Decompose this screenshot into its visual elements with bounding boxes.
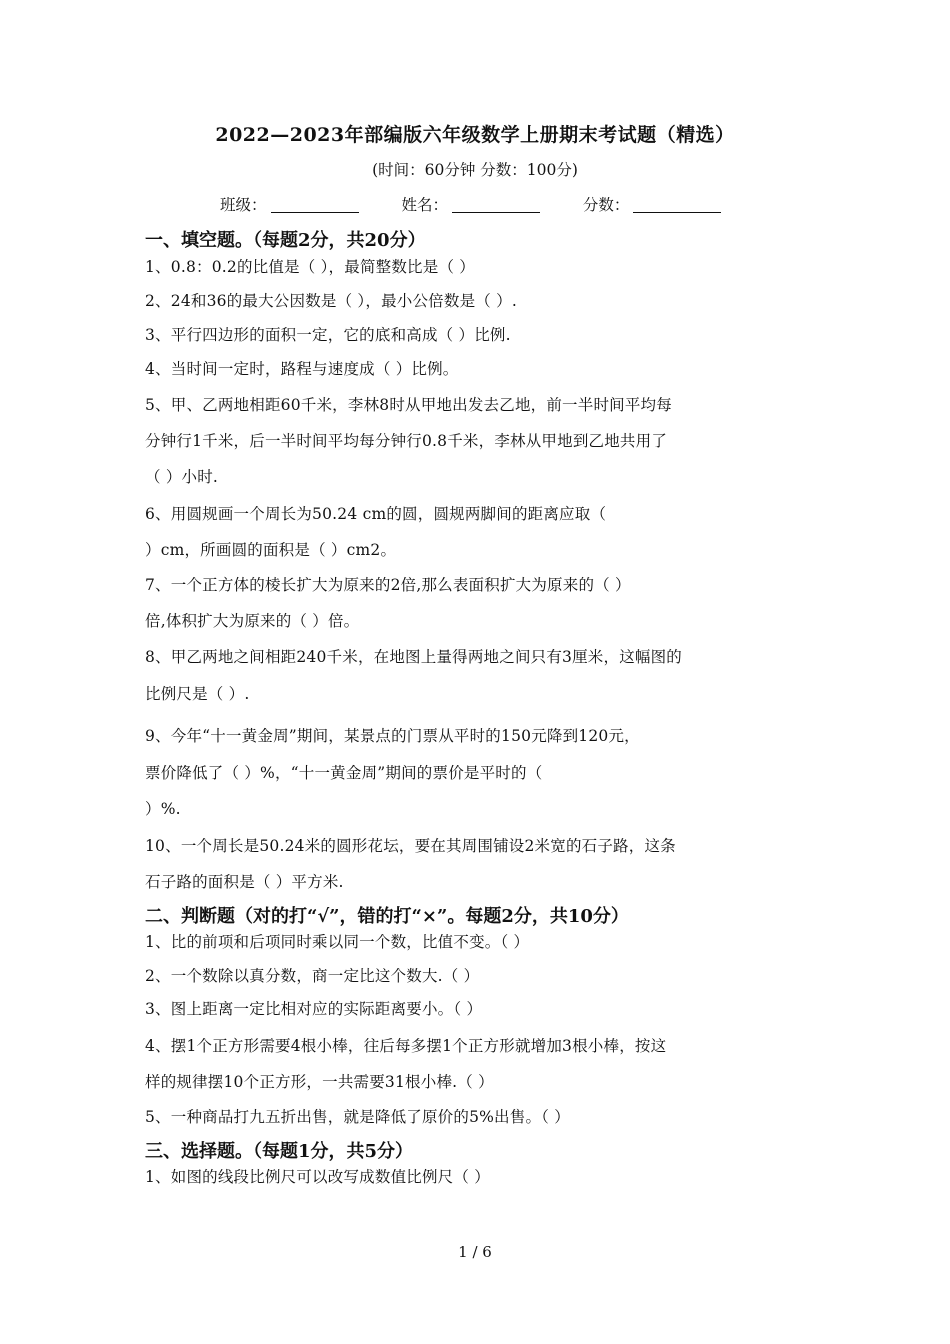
- question-line: 分钟行1千米，后一半时间平均每分钟行0.8千米，李林从甲地到乙地共用了: [145, 432, 668, 450]
- question-line: 3、平行四边形的面积一定，它的底和高成（ ）比例.: [145, 326, 511, 344]
- question-line: 4、摆1个正方形需要4根小棒，往后每多摆1个正方形就增加3根小棒，按这: [145, 1037, 667, 1055]
- question-line: 1、如图的线段比例尺可以改写成数值比例尺（ ）: [145, 1168, 490, 1186]
- question-line: 9、今年“十一黄金周”期间，某景点的门票从平时的150元降到120元，: [145, 727, 640, 745]
- question-line: ）cm，所画圆的面积是（ ）cm2。: [145, 541, 397, 559]
- section-heading-fill-blank: 一、填空题。（每题2分，共20分）: [145, 230, 426, 251]
- question-line: （ ）小时.: [145, 468, 219, 486]
- question-line: 2、24和36的最大公因数是（ ），最小公倍数是（ ）.: [145, 292, 517, 310]
- section-heading-true-false: 二、判断题（对的打“√”，错的打“×”。每题2分，共10分）: [145, 906, 629, 927]
- question-line: 比例尺是（ ）.: [145, 685, 250, 703]
- question-line: 样的规律摆10个正方形，一共需要31根小棒.（ ）: [145, 1073, 494, 1091]
- question-line: 1、比的前项和后项同时乘以同一个数，比值不变。（ ）: [145, 933, 530, 951]
- name-field: [401, 193, 540, 215]
- question-line: 2、一个数除以真分数，商一定比这个数大.（ ）: [145, 967, 480, 985]
- question-line: 倍,体积扩大为原来的（ ）倍。: [145, 612, 360, 630]
- question-line: 4、当时间一定时，路程与速度成（ ）比例。: [145, 360, 459, 378]
- score-field: [583, 193, 722, 215]
- page-number: 1 / 6: [458, 1243, 492, 1261]
- question-line: 10、一个周长是50.24米的圆形花坛，要在其周围铺设2米宽的石子路，这条: [145, 837, 676, 855]
- question-line: 5、甲、乙两地相距60千米，李林8时从甲地出发去乙地，前一半时间平均每: [145, 396, 672, 414]
- question-line: 石子路的面积是（ ）平方米.: [145, 873, 344, 891]
- class-field: [220, 193, 359, 215]
- question-line: 8、甲乙两地之间相距240千米，在地图上量得两地之间只有3厘米，这幅图的: [145, 648, 683, 666]
- question-line: 3、图上距离一定比相对应的实际距离要小。（ ）: [145, 1000, 483, 1018]
- question-line: 5、一种商品打九五折出售，就是降低了原价的5%出售。（ ）: [145, 1108, 570, 1126]
- page-title: 2022—2023年部编版六年级数学上册期末考试题（精选）: [215, 124, 735, 146]
- question-line: 票价降低了（ ）%，“十一黄金周”期间的票价是平时的（: [145, 764, 543, 782]
- question-line: ）%.: [145, 800, 181, 818]
- class-blank: [271, 196, 359, 213]
- score-blank: [633, 196, 721, 213]
- score-label: 分数：: [582, 196, 630, 214]
- exam-time-score: (时间：60分钟 分数：100分): [372, 161, 578, 179]
- student-info-row: [220, 193, 820, 215]
- question-line: 6、用圆规画一个周长为50.24 cm的圆，圆规两脚间的距离应取（: [145, 505, 607, 523]
- question-line: 1、0.8：0.2的比值是（ ），最简整数比是（ ）: [145, 258, 475, 276]
- class-label: 班级：: [220, 196, 267, 214]
- name-blank: [452, 196, 540, 213]
- question-line: 7、一个正方体的棱长扩大为原来的2倍,那么表面积扩大为原来的（ ）: [145, 576, 631, 594]
- name-label: 姓名：: [401, 196, 448, 214]
- section-heading-multiple-choice: 三、选择题。（每题1分，共5分）: [145, 1141, 414, 1162]
